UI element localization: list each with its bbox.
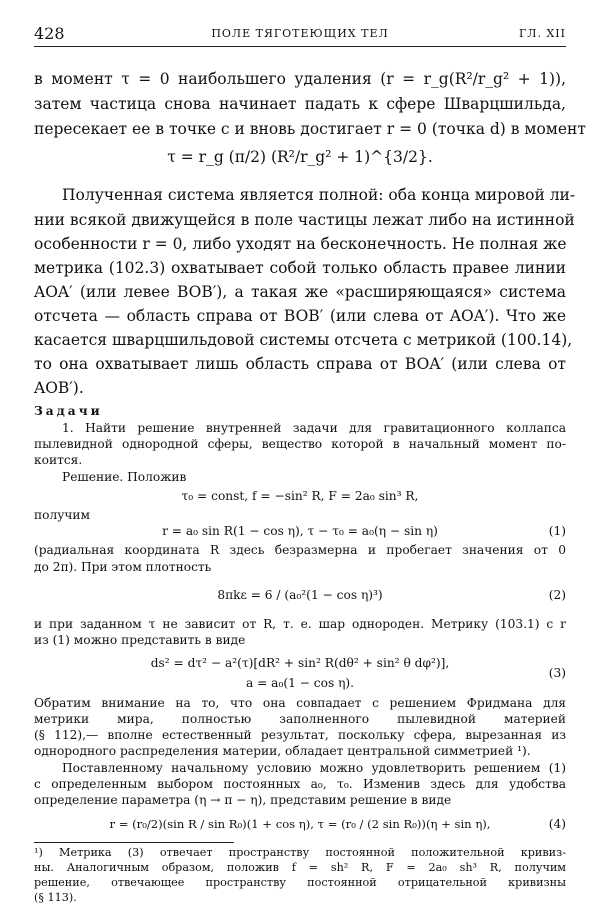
formula-2: 8πkε = 6 / (a₀²(1 − cos η)³)	[217, 588, 383, 602]
body-line: нии всякой движущейся в поле частицы лежат либо на истинной	[34, 211, 575, 229]
body-line: то она охватывает лишь область справа от BOA′ (или слева от	[34, 355, 566, 373]
chapter-label: ГЛ. XII	[519, 27, 566, 40]
body-line: метрика (102.3) охватывает собой только область правее линии	[34, 259, 566, 277]
footnote-line: ¹) Метрика (3) отвечает пространству постоянной положительной кривиз-	[34, 846, 566, 859]
body-line: AOA′ (или левее BOB′), а такая же «расширяющаяся» система	[34, 283, 566, 301]
problem-line: (радиальная координата R здесь безразмерна и пробегает значения от 0	[34, 543, 566, 557]
problem-line: и при заданном τ не зависит от R, т. е. шар однороден. Метрику (103.1) с r	[34, 617, 566, 631]
footnote-line: ны. Аналогичным образом, положив f = sh² R, F = 2a₀ sh³ R, получим	[34, 861, 566, 874]
footnote-line: решение, отвечающее пространству постоянной отрицательной кривизны	[34, 876, 566, 889]
formula-tau: τ = r_g (π/2) (R²/r_g² + 1)^{3/2}.	[167, 148, 433, 166]
equation-number: (1)	[548, 524, 566, 538]
body-line: AOB′).	[34, 379, 84, 397]
problem-line: метрики мира, полностью заполненного пылевидной материей	[34, 712, 566, 726]
problem-line: коится.	[34, 453, 83, 467]
formula-3b: a = a₀(1 − cos η).	[245, 676, 355, 690]
formula-3a: ds² = dτ² − a²(τ)[dR² + sin² R(dθ² + sin² θ dφ²)],	[150, 656, 450, 670]
body-line: пересекает ее в точке c и вновь достигает r = 0 (точка d) в момент	[34, 120, 586, 138]
problem-line: пылевидной однородной сферы, вещество которой в начальный момент по-	[34, 437, 566, 451]
equation-number: (3)	[548, 666, 566, 680]
problem-line: (§ 112),— вполне естественный результат, поскольку сфера, вырезанная из	[34, 728, 566, 742]
page-number: 428	[34, 24, 65, 43]
footnote-line: (§ 113).	[34, 891, 77, 904]
body-line: в момент τ = 0 наибольшего удаления (r = r_g(R²/r_g² + 1)),	[34, 70, 566, 88]
solution-label: Решение. Положив	[62, 470, 187, 484]
problem-line: из (1) можно представить в виде	[34, 633, 246, 647]
problem-line: определение параметра (η → π − η), представим решение в виде	[34, 793, 452, 807]
equation-number: (4)	[548, 817, 566, 831]
body-line: особенности r = 0, либо уходят на бесконечность. Не полная же	[34, 235, 567, 253]
problem-line: Поставленному начальному условию можно удовлетворить решением (1)	[62, 761, 566, 775]
problem-line: однородного распределения материи, обладает центральной симметрией ¹).	[34, 744, 531, 758]
body-line: касается шварцшильдовой системы отсчета с метрикой (100.14),	[34, 331, 573, 349]
body-line: затем частица снова начинает падать к сфере Шварцшильда,	[34, 95, 566, 113]
running-title: ПОЛЕ ТЯГОТЕЮЩИХ ТЕЛ	[211, 27, 389, 40]
problem-line: 1. Найти решение внутренней задачи для гравитационного коллапса	[62, 421, 566, 435]
problem-line: до 2π). При этом плотность	[34, 560, 212, 574]
problem-line: получим	[34, 508, 91, 522]
formula-initial: τ₀ = const, f = −sin² R, F = 2a₀ sin³ R,	[181, 489, 419, 503]
body-line: Полученная система является полной: оба конца мировой ли-	[62, 186, 576, 204]
body-line: отсчета — область справа от BOB′ (или слева от AOA′). Что же	[34, 307, 566, 325]
problem-line: с определенным выбором постоянных a₀, τ₀. Изменив здесь для удобства	[34, 777, 566, 791]
formula-4: r = (r₀/2)(sin R / sin R₀)(1 + cos η), τ = (r₀ / (2 sin R₀))(η + sin η),	[109, 817, 491, 831]
footnote-divider	[34, 842, 234, 843]
problem-line: Обратим внимание на то, что она совпадает с решением Фридмана для	[34, 696, 566, 710]
equation-number: (2)	[548, 588, 566, 602]
formula-1: r = a₀ sin R(1 − cos η), τ − τ₀ = a₀(η − sin η)	[162, 524, 438, 538]
page-header	[34, 22, 566, 47]
problems-heading: Задачи	[34, 404, 103, 418]
